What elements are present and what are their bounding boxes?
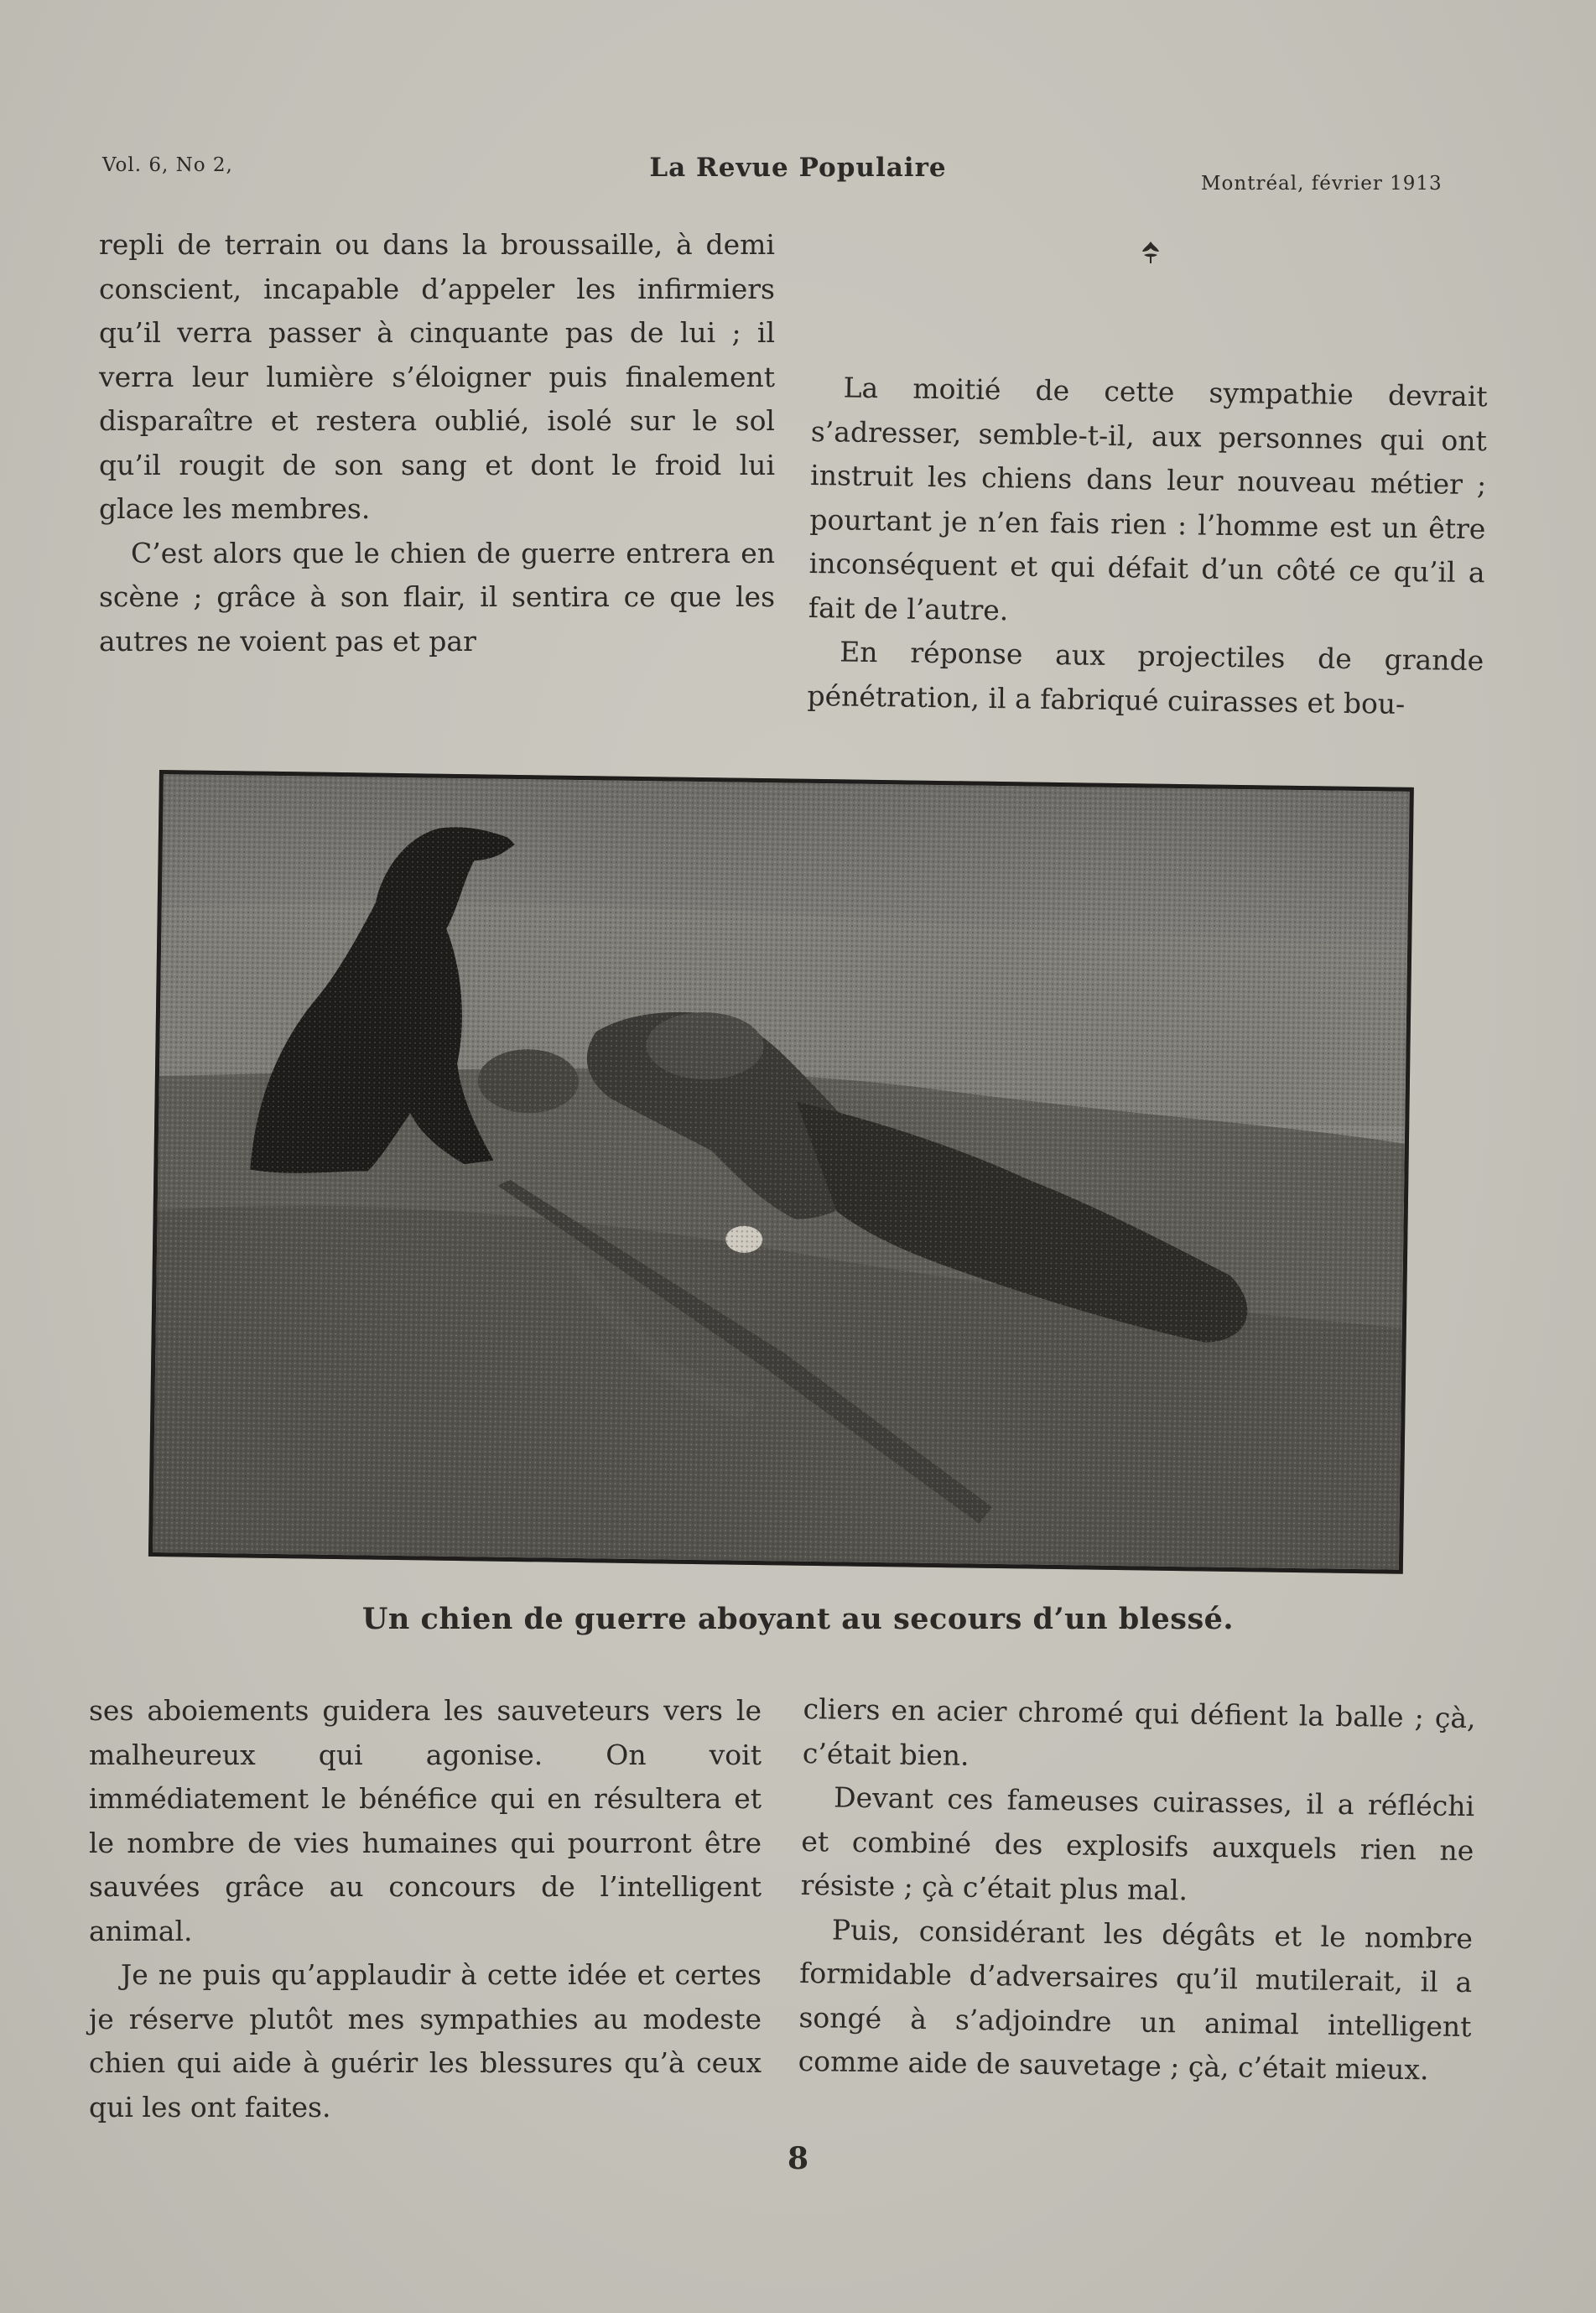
paragraph: ses aboiements guidera les sauveteurs vers le malheureux qui agonise. On voit immédiatement le bénéfice qui en résultera et le nombre de vies humaines qui pourront être sauvées grâce au concours de l’intelligent animal.	[89, 1694, 762, 1947]
paragraph: En réponse aux projectiles de grande pénétration, il a fabriqué cuirasses et bou-	[807, 635, 1484, 720]
figure-caption: Un chien de guerre aboyant au secours d’un blessé.	[361, 1602, 1235, 1636]
column-top-left	[99, 223, 775, 663]
column-bottom-right	[798, 1687, 1476, 2093]
paragraph: repli de terrain ou dans la broussaille, à demi conscient, incapable d’appeler les infirmiers qu’il verra passer à cinquante pas de lui ; il verra leur lumière s’éloigner puis finalement disparaître et restera oublié, isolé sur le sol qu’il rougit de son sang et dont le froid lui glace les membres.	[99, 228, 775, 525]
paragraph: Devant ces fameuses cuirasses, il a réfléchi et combiné des explosifs auxquels rien ne résiste ; çà c’était plus mal.	[800, 1780, 1475, 1907]
page-number: 8	[787, 2141, 809, 2176]
issue-date: Montréal, février 1913	[1201, 173, 1443, 195]
fleuron-ornament-icon	[1139, 240, 1162, 265]
paragraph: cliers en acier chromé qui défient la balle ; çà, c’était bien.	[802, 1692, 1476, 1772]
column-top-right	[807, 366, 1488, 727]
paragraph: C’est alors que le chien de guerre entrera en scène ; grâce à son flair, il sentira ce que les autres ne voient pas et par	[99, 536, 775, 658]
volume-number: Vol. 6, No 2,	[102, 154, 233, 176]
dog-and-wounded-soldier-illustration	[153, 774, 1410, 1570]
paragraph: La moitié de cette sympathie devrait s’adresser, semble-t-il, aux personnes qui ont instruit les chiens dans leur nouveau métier ; pourtant je n’en fais rien : l’homme est un être inconséquent et qui défait d’un côté ce qu’il a fait de l’autre.	[808, 371, 1488, 626]
column-bottom-left	[89, 1689, 762, 2129]
paragraph: Je ne puis qu’applaudir à cette idée et certes je réserve plutôt mes sympathies au modeste chien qui aide à guérir les blessures qu’à ceux qui les ont faites.	[89, 1958, 762, 2123]
journal-title: La Revue Populaire	[649, 153, 947, 183]
halftone-photograph	[148, 770, 1414, 1574]
paragraph: Puis, considérant les dégâts et le nombre formidable d’adversaires qu’il mutilerait, il a songé à s’adjoindre un animal intelligent comme aide de sauvetage ; çà, c’était mieux.	[798, 1913, 1474, 2087]
